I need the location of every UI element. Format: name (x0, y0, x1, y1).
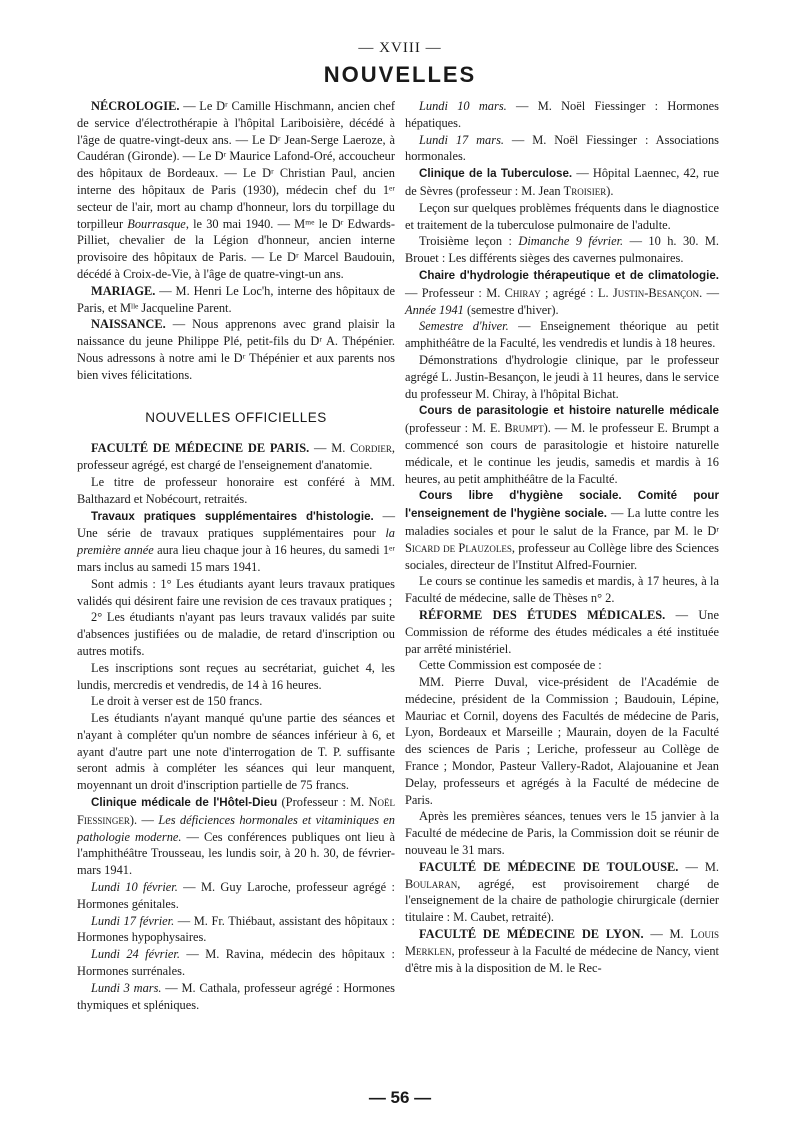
travaux-text-2: aura lieu chaque jour à 16 heures, du samedi 1ᵉʳ mars inclus au samedi 15 mars 1941. (77, 543, 395, 574)
lundi-10m-date: Lundi 10 mars. (419, 99, 507, 113)
lundi-17m-date: Lundi 17 mars. (419, 132, 504, 147)
admis-2-paragraph: 2° Les étudiants n'ayant pas leurs travaux validés par suite d'absences justifiées ou de maladie, de retard d'inscription ou autres motifs. (77, 610, 395, 658)
tuberculose-text-2: ). (606, 183, 614, 198)
fac-paris-paragraph (77, 440, 395, 474)
travaux-paragraph (77, 508, 395, 576)
necrologie-label: NÉCROLOGIE. (91, 99, 180, 113)
parasitologie-label: Cours de parasitologie et histoire naturelle médicale (419, 404, 719, 418)
droit-paragraph: Le droit à verser est de 150 francs. (91, 694, 263, 709)
hydrologie-text-4: (semestre d'hiver). (463, 302, 559, 317)
parasitologie-paragraph (405, 402, 719, 487)
lundi-10m-text: — M. Noël Fiessinger : Hormones hépatiques. (405, 99, 719, 130)
parasitologie-name: Brumpt (504, 421, 544, 436)
fac-paris-name: Cordier (350, 441, 392, 456)
lecon-paragraph: Leçon sur quelques problèmes fréquents dans le diagnostice et traitement de la tuberculose pulmonaire de l'adulte. (405, 200, 719, 232)
lundi-17m-text: — M. Noël Fiessinger : Associations hormonales. (405, 132, 720, 164)
apres-paragraph: Après les premières séances, tenues vers le 15 janvier à la Faculté de médecine de Paris, la Commission doit se réunir de nouveau le 31 mars. (405, 809, 719, 858)
mariage-paragraph (77, 283, 395, 317)
footer-page-number: — 56 — (368, 1088, 432, 1107)
lundi-17-mars (405, 132, 719, 166)
hydrologie-label: Chaire d'hydrologie thérapeutique et de climatologie. (419, 268, 719, 282)
travaux-label: Travaux pratiques supplémentaires d'histologie. (91, 509, 374, 523)
troisieme-italic: Dimanche 9 février. (518, 234, 624, 249)
necrologie-text: — Le Dʳ Camille Hischmann, ancien chef de service d'électrothérapie à l'hôpital Lariboisière, décédé à l'âge de quatre-vingt-deux ans. — Le Dʳ Jean-Serge Laeroze, à Caudéran (Gironde). — Le Dʳ Maurice Lafond-Oré, accoucheur des hôpitaux de Bordeaux. — Le Dʳ Christian Paul, ancien interne des hôpitaux de Paris (1930), médecin chef du 1ᵉʳ secteur de l'air, mort au champ d'honneur, lors du torpillage du torpilleur (77, 99, 395, 231)
page-title: NOUVELLES (323, 62, 477, 87)
clinique-label: Clinique médicale de l'Hôtel-Dieu (91, 796, 278, 810)
lundi-3-mars (77, 980, 395, 1014)
left-column (77, 98, 395, 1013)
lyon-text-2: , professeur à la Faculté de médecine de Nancy, vient d'être mis à la disposition de M. le Rec- (405, 943, 719, 975)
lundi-10-date: Lundi 10 février. (91, 880, 178, 895)
hydrologie-text-3: . — (699, 285, 719, 300)
fac-paris-text-1: — M. (309, 441, 351, 456)
etudiants-manque-paragraph: Les étudiants n'ayant manqué qu'une partie des séances et n'ayant à compléter qu'un nombre de séances inférieur à 6, et ayant d'autre part une note d'interrogation de T. P. suffisante seront admis à compléter les séances qui leur manquent, moyennant un droit d'inscription partielle de 75 francs. (77, 711, 395, 793)
parasitologie-text-1: (professeur : M. E. (405, 421, 505, 436)
lundi-3-text: — M. Cathala, professeur agrégé : Hormones thymiques et spléniques. (77, 980, 395, 1012)
fac-paris-text-2: , professeur agrégé, est chargé de l'enseignement d'anatomie. (77, 441, 395, 473)
semestre-paragraph (405, 318, 719, 352)
necrologie-text-2: , le 30 mai 1940. — Mᵐᵉ le Dʳ Edwards-Pilliet, chevalier de la Légion d'honneur, ancien interne provisoire des hôpitaux de Paris. — Le Dʳ Marcel Baudouin, décédé à Croix-de-Vie, à l'âge de quatre-vingt-un ans. (77, 216, 395, 281)
fac-paris-label: FACULTÉ DE MÉDECINE DE PARIS. (91, 441, 310, 456)
hydrologie-text-1: — Professeur : M. (405, 285, 505, 300)
admis-1-paragraph: Sont admis : 1° Les étudiants ayant leurs travaux pratiques validés qui désirent faire une revision de ces travaux pratiques ; (77, 576, 395, 608)
parasitologie-text-2: ). — M. le professeur E. Brumpt a commencé son cours de parasitologie et histoire naturelle médicale, et le continue les jeudis, samedis et mardis à 16 heures, au petit amphithéâtre de la Faculté. (405, 421, 719, 486)
lundi-24-fevrier (77, 946, 395, 980)
lyon-paragraph (405, 926, 719, 976)
tuberculose-text-1: — Hôpital Laennec, 42, rue de Sèvres (professeur : M. Jean (405, 166, 719, 198)
tuberculose-name: Troisier (563, 183, 607, 198)
clinique-italic: Les déficiences hormonales et vitaminiques en pathologie moderne. (77, 812, 395, 844)
lyon-label: FACULTÉ DE MÉDECINE DE LYON. (419, 927, 644, 942)
clinique-paragraph (77, 794, 395, 879)
tuberculose-paragraph (405, 165, 719, 200)
toulouse-label: FACULTÉ DE MÉDECINE DE TOULOUSE. (419, 859, 679, 874)
right-column (405, 98, 719, 976)
lundi-10-fevrier (77, 879, 395, 913)
toulouse-text-1: — M. (678, 859, 719, 874)
mariage-label: MARIAGE. (91, 283, 156, 298)
semestre-italic: Semestre d'hiver. (419, 319, 509, 334)
lundi-24-date: Lundi 24 février. (91, 947, 180, 962)
toulouse-text-2: , agrégé, est provisoirement chargé de l'enseignement de la chaire de pathologie chirurgicale (dernier titulaire : M. Caubet, retraité). (405, 876, 719, 925)
clinique-name: Noël Fiessinger (77, 795, 395, 827)
lundi-3-date: Lundi 3 mars. (91, 980, 162, 995)
lyon-text-1: — M. (643, 927, 691, 942)
naissance-text: — Nous apprenons avec grand plaisir la naissance du jeune Philippe Plé, petit-fils du Dʳ A. Thépénier. Nous adressons à notre ami le Dʳ Thépénier et aux parents nos bien vives félicitations. (77, 317, 395, 382)
troisieme-text-2: — 10 h. 30. M. Brouet : Les différents sièges des cavernes pulmonaires. (405, 234, 719, 266)
membres-paragraph: MM. Pierre Duval, vice-président de l'Académie de médecine, président de la Commission ; Baudouin, Lépine, Mauriac et Cornil, doyens des Facultés de médecine de Paris, Lyon, Bordeaux et Marseille ; Maurain, doyen de la Faculté des sciences de Paris ; Leriche, professeur au Collège de France ; Mondor, Pasteur Vallery-Radot, Alajouanine et Jean Delay, professeurs et agrégés à la Faculté de médecine de Paris. (405, 675, 719, 807)
hygiene-name: Sicard de Plauzoles (405, 540, 512, 555)
toulouse-name: Boularan (405, 876, 458, 891)
lundi-24-text: — M. Ravina, médecin des hôpitaux : Hormones surrénales. (77, 947, 395, 979)
hydrologie-name-2: Justin-Besançon (612, 285, 700, 300)
hygiene-paragraph (405, 487, 719, 573)
header-page-roman: — XVIII — (358, 40, 442, 56)
commission-paragraph: Cette Commission est composée de : (419, 658, 602, 673)
reforme-label: RÉFORME DES ÉTUDES MÉDICALES. (419, 607, 666, 622)
hydrologie-italic: Année 1941 (405, 302, 464, 317)
tuberculose-label: Clinique de la Tuberculose. (419, 167, 573, 181)
lundi-17-date: Lundi 17 février. (91, 913, 175, 928)
hygiene-text-1: — La lutte contre les maladies sociales et pour le salut de la France, par M. le Dʳ (405, 506, 719, 538)
lundi-17-fevrier (77, 913, 395, 947)
hydrologie-text-2: ; agrégé : L. (540, 285, 613, 300)
section-title-officielles: NOUVELLES OFFICIELLES (145, 409, 327, 425)
cours-continue-paragraph: Le cours se continue les samedis et mardis, à 17 heures, à la Faculté de médecine, salle de Thèses n° 2. (405, 574, 719, 606)
travaux-text-1: — Une série de travaux pratiques supplémentaires pour (77, 508, 395, 541)
necrologie-paragraph (77, 98, 395, 283)
inscriptions-paragraph: Les inscriptions sont reçues au secrétariat, guichet 4, les lundis, mercredis et vendredis, de 14 à 16 heures. (77, 660, 395, 692)
troisieme-text-1: Troisième leçon : (419, 234, 519, 249)
clinique-text-3: — Ces conférences publiques ont lieu à l'amphithéâtre Trousseau, les lundis soir, à 20 h. 30, de février-mars 1941. (77, 829, 395, 878)
naissance-label: NAISSANCE. (91, 317, 166, 332)
lundi-10-text: — M. Guy Laroche, professeur agrégé : Hormones génitales. (77, 880, 395, 911)
titre-honoraire-paragraph: Le titre de professeur honoraire est conféré à MM. Balthazard et Nobécourt, retraités. (77, 474, 395, 506)
troisieme-lecon-paragraph (405, 233, 719, 267)
semestre-text: — Enseignement théorique au petit amphithéâtre de la Faculté, les vendredis et lundis à 18 heures. (405, 319, 719, 351)
clinique-text-2: ). — (129, 812, 159, 827)
demonstrations-paragraph: Démonstrations d'hydrologie clinique, par le professeur agrégé L. Justin-Besançon, le jeudi à 11 heures, dans le service du professeur M. Chiray, à l'hôpital Bichat. (405, 352, 719, 401)
reforme-paragraph (405, 607, 719, 657)
lyon-name: Louis Merklen (405, 927, 719, 958)
toulouse-paragraph (405, 859, 719, 926)
hydrologie-paragraph (405, 267, 719, 318)
lundi-17-text: — M. Fr. Thiébaut, assistant des hôpitaux : Hormones hypophysaires. (77, 913, 395, 945)
reforme-text: — Une Commission de réforme des études médicales a été instituée par arrêté ministériel. (405, 607, 720, 656)
hydrologie-name-1: Chiray (504, 285, 541, 300)
naissance-paragraph (77, 316, 395, 383)
ship-name: Bourrasque (127, 216, 186, 231)
lundi-10-mars (405, 98, 719, 132)
clinique-text-1: (Professeur : M. (277, 795, 369, 810)
mariage-text: — M. Henri Le Loc'h, interne des hôpitaux de Paris, et Mˡˡᵉ Jacqueline Parent. (77, 283, 395, 315)
travaux-italic: la première année (77, 526, 395, 558)
hygiene-label: Cours libre d'hygiène sociale. Comité pour l'enseignement de l'hygiène sociale. (405, 489, 719, 521)
hygiene-text-2: , professeur au Collège libre des Sciences sociales, directeur de l'Institut Alfred-Fournier. (405, 540, 719, 572)
